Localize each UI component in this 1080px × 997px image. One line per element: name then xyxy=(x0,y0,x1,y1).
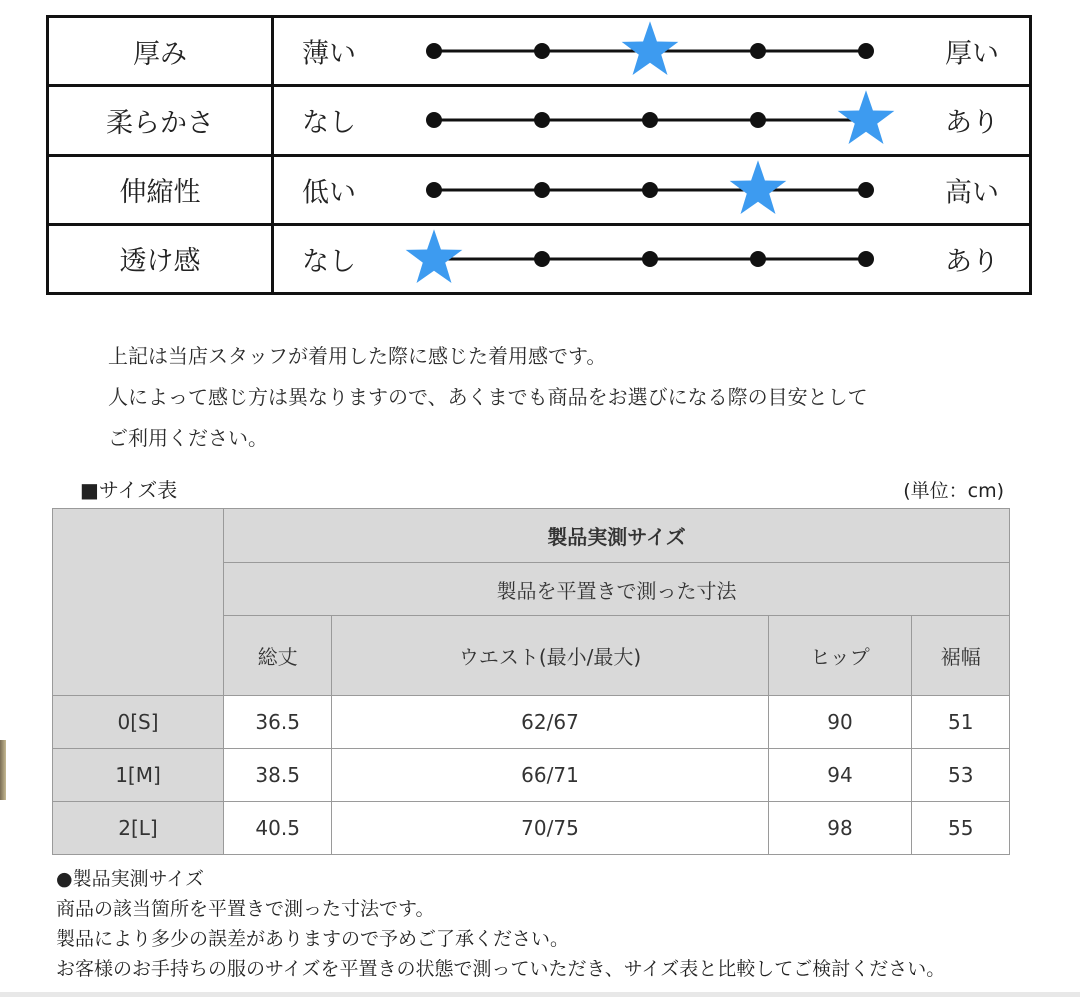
scale-low-label: なし xyxy=(302,107,356,139)
feel-attribute-name: 透け感 xyxy=(48,224,273,293)
table-cell: 90 xyxy=(768,696,912,749)
size-label: 1[M] xyxy=(53,749,224,802)
feel-attribute-name: 柔らかさ xyxy=(48,86,273,155)
scale-dot xyxy=(534,182,550,198)
feel-scale xyxy=(273,86,1031,155)
footnote-line: ●製品実測サイズ xyxy=(56,868,205,890)
feel-row xyxy=(48,17,1031,86)
feel-scale xyxy=(273,17,1031,86)
table-row xyxy=(53,749,1010,802)
table-cell: 70/75 xyxy=(332,802,768,855)
table-row xyxy=(53,802,1010,855)
scale-dot xyxy=(750,251,766,267)
table-cell: 94 xyxy=(768,749,912,802)
scale-dot xyxy=(426,182,442,198)
scale-low-label: 低い xyxy=(302,177,356,209)
scale-high-label: 厚い xyxy=(945,38,999,70)
feel-attribute-name: 伸縮性 xyxy=(48,155,273,224)
scale-dot xyxy=(750,112,766,128)
size-table-header: 製品実測サイズ xyxy=(224,509,1010,563)
feel-scale xyxy=(273,224,1031,293)
size-table-subheader: 製品を平置きで測った寸法 xyxy=(224,563,1010,616)
scale-dot xyxy=(534,112,550,128)
size-table xyxy=(52,508,1010,855)
note-line: 上記は当店スタッフが着用した際に感じた着用感です。 xyxy=(108,344,607,368)
size-table-title: ■サイズ表 xyxy=(80,478,178,502)
scale-dot xyxy=(858,182,874,198)
scale-high-label: あり xyxy=(945,107,999,139)
fabric-feel-table xyxy=(46,15,1032,295)
scale-low-label: なし xyxy=(302,246,356,278)
table-cell: 62/67 xyxy=(332,696,768,749)
note-line: ご利用ください。 xyxy=(108,426,268,450)
star-icon xyxy=(727,159,789,221)
table-cell: 51 xyxy=(912,696,1010,749)
feel-row xyxy=(48,224,1031,293)
unit-label: (単位：cm) xyxy=(903,480,1004,502)
table-cell: 98 xyxy=(768,802,912,855)
star-icon xyxy=(403,228,465,290)
footnote-line: 製品により多少の誤差がありますので予めご了承ください。 xyxy=(56,928,570,950)
scale-dot xyxy=(750,43,766,59)
column-header: 総丈 xyxy=(224,616,332,696)
size-table-corner xyxy=(53,509,224,696)
scale-dot xyxy=(534,43,550,59)
column-header: ヒップ xyxy=(768,616,912,696)
table-cell: 36.5 xyxy=(224,696,332,749)
feel-scale xyxy=(273,155,1031,224)
scale-high-label: あり xyxy=(945,246,999,278)
bottom-divider xyxy=(0,992,1080,997)
scale-high-label: 高い xyxy=(945,177,999,209)
feel-note xyxy=(108,336,868,459)
feel-row xyxy=(48,86,1031,155)
feel-row xyxy=(48,155,1031,224)
table-cell: 40.5 xyxy=(224,802,332,855)
scale-dot xyxy=(534,251,550,267)
star-icon xyxy=(619,20,681,82)
table-cell: 38.5 xyxy=(224,749,332,802)
feel-attribute-name: 厚み xyxy=(48,17,273,86)
scale-dot xyxy=(426,112,442,128)
scale-dot xyxy=(642,251,658,267)
footnote xyxy=(56,864,945,984)
column-header: ウエスト(最小/最大) xyxy=(332,616,768,696)
footnote-line: 商品の該当箇所を平置きで測った寸法です。 xyxy=(56,898,435,920)
table-cell: 66/71 xyxy=(332,749,768,802)
table-cell: 55 xyxy=(912,802,1010,855)
size-label: 2[L] xyxy=(53,802,224,855)
scale-dot xyxy=(642,182,658,198)
scale-dot xyxy=(642,112,658,128)
column-header: 裾幅 xyxy=(912,616,1010,696)
size-label: 0[S] xyxy=(53,696,224,749)
scale-dot xyxy=(858,43,874,59)
scale-dot xyxy=(858,251,874,267)
scale-low-label: 薄い xyxy=(302,38,356,70)
scale-dot xyxy=(426,43,442,59)
star-icon xyxy=(835,89,897,151)
table-row xyxy=(53,696,1010,749)
left-edge-strip xyxy=(0,740,6,800)
table-cell: 53 xyxy=(912,749,1010,802)
footnote-line: お客様のお手持ちの服のサイズを平置きの状態で測っていただき、サイズ表と比較してご検討ください。 xyxy=(56,958,946,980)
note-line: 人によって感じ方は異なりますので、あくまでも商品をお選びになる際の目安として xyxy=(108,385,868,409)
